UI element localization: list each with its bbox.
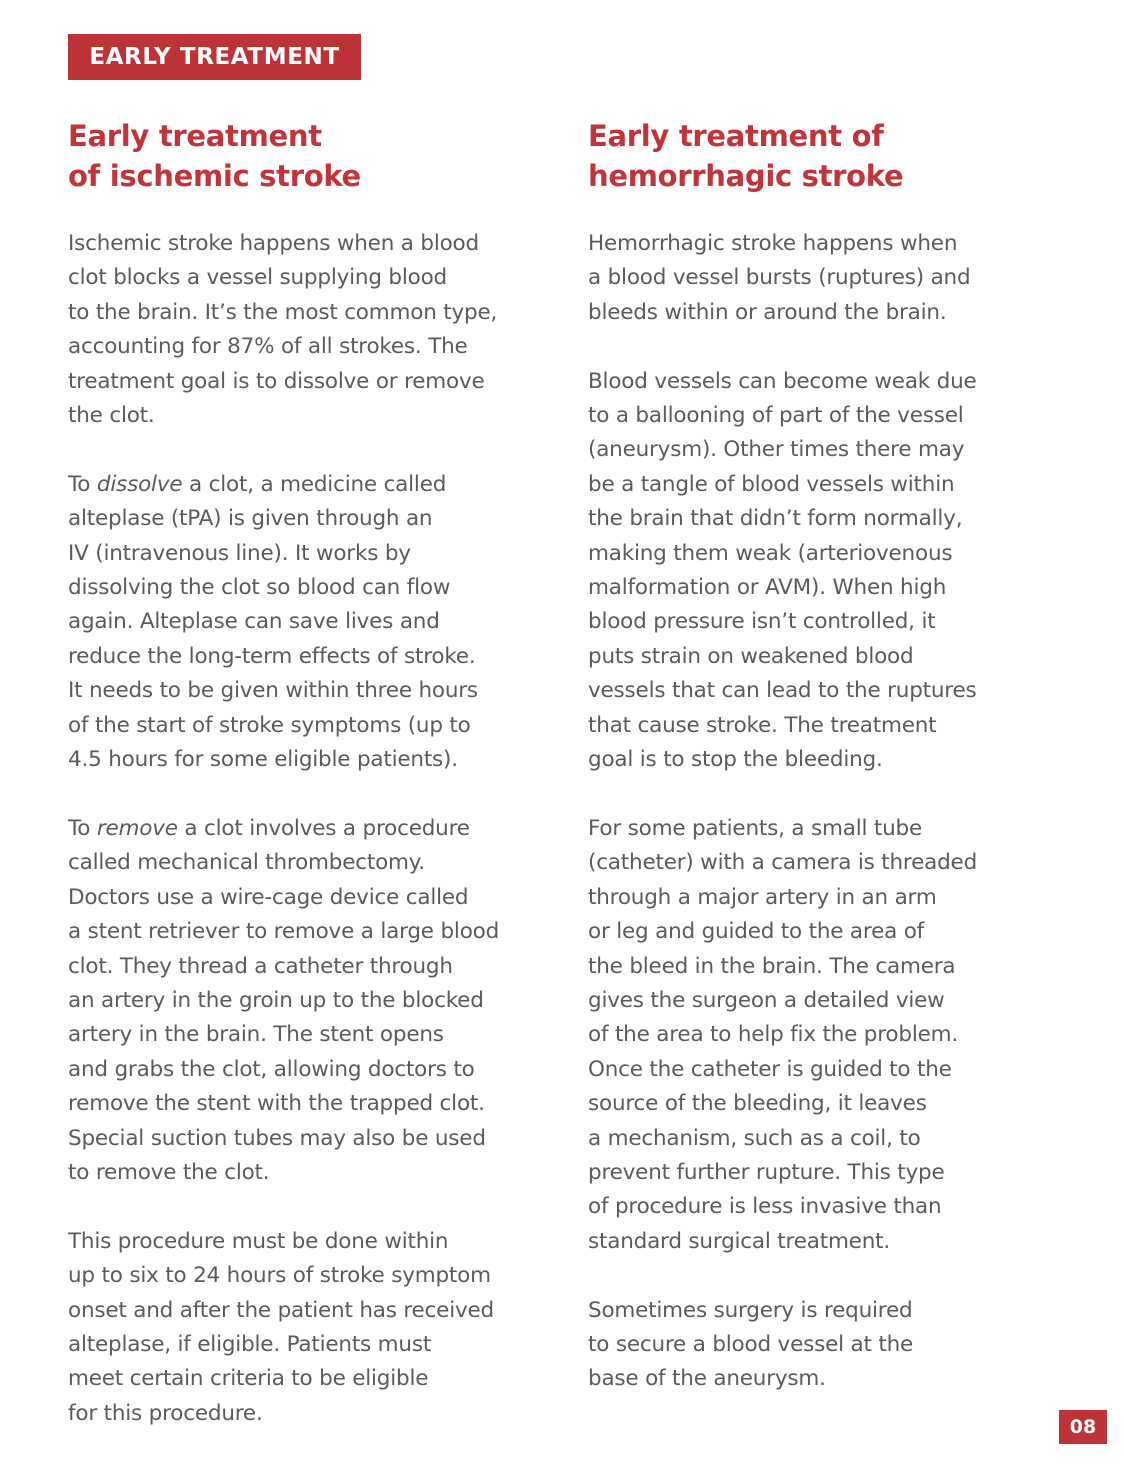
text-line: 4.5 hours for some eligible patients). — [68, 747, 458, 773]
paragraph-hemorrhagic-intro — [588, 227, 1058, 330]
text-line: artery in the brain. The stent opens — [68, 1022, 444, 1048]
text-line: the brain that didn’t form normally, — [588, 506, 963, 532]
paragraph-surgery — [588, 1294, 1058, 1397]
text-line: reduce the long-term effects of stroke. — [68, 643, 476, 669]
text-line: of the start of stroke symptoms (up to — [68, 712, 471, 738]
text-line: meet certain criteria to be eligible — [68, 1366, 429, 1392]
paragraph-catheter — [588, 812, 1058, 1259]
text-line: For some patients, a small tube — [588, 815, 923, 841]
text-line: an artery in the groin up to the blocked — [68, 987, 484, 1013]
text-line: or leg and guided to the area of — [588, 919, 925, 945]
emphasis-dissolve: dissolve — [96, 471, 183, 497]
text-line: for this procedure. — [68, 1400, 263, 1426]
text-line: of the area to help fix the problem. — [588, 1022, 958, 1048]
text-line: vessels that can lead to the ruptures — [588, 678, 977, 704]
text-line: This procedure must be done within — [68, 1228, 449, 1254]
text-line: alteplase, if eligible. Patients must — [68, 1331, 432, 1357]
text-line: standard surgical treatment. — [588, 1228, 891, 1254]
column-hemorrhagic — [588, 116, 1058, 1431]
text-line: the clot. — [68, 403, 155, 429]
section-tag: EARLY TREATMENT — [68, 34, 361, 80]
text-line: IV (intravenous line). It works by — [68, 540, 411, 566]
heading-line: hemorrhagic stroke — [588, 159, 904, 193]
text-line: accounting for 87% of all strokes. The — [68, 334, 468, 360]
paragraph-weak-vessels — [588, 365, 1058, 778]
text-line: goal is to stop the bleeding. — [588, 747, 883, 773]
column-ischemic — [68, 116, 568, 1466]
text-line: making them weak (arteriovenous — [588, 540, 953, 566]
text-run: To — [68, 815, 97, 841]
text-line: the bleed in the brain. The camera — [588, 953, 956, 979]
heading-hemorrhagic — [588, 116, 1058, 196]
text-line: treatment goal is to dissolve or remove — [68, 368, 485, 394]
paragraph-remove — [68, 812, 568, 1190]
text-line: to a ballooning of part of the vessel — [588, 403, 964, 429]
text-line: Special suction tubes may also be used — [68, 1125, 486, 1151]
text-line: blood pressure isn’t controlled, it — [588, 609, 936, 635]
text-line: clot blocks a vessel supplying blood — [68, 265, 447, 291]
text-line: (aneurysm). Other times there may — [588, 437, 965, 463]
text-line: up to six to 24 hours of stroke symptom — [68, 1263, 491, 1289]
text-line: Doctors use a wire-cage device called — [68, 884, 469, 910]
text-line: onset and after the patient has received — [68, 1297, 494, 1323]
text-line: gives the surgeon a detailed view — [588, 987, 945, 1013]
text-line: Hemorrhagic stroke happens when — [588, 231, 958, 256]
text-line: dissolving the clot so blood can flow — [68, 575, 451, 601]
paragraph-procedure-timing — [68, 1225, 568, 1431]
text-line: to secure a blood vessel at the — [588, 1331, 914, 1357]
text-line: puts strain on weakened blood — [588, 643, 914, 669]
text-line: prevent further rupture. This type — [588, 1159, 945, 1185]
text-line: a mechanism, such as a coil, to — [588, 1125, 921, 1151]
text-line: that cause stroke. The treatment — [588, 712, 937, 738]
text-line: Blood vessels can become weak due — [588, 368, 977, 394]
page-number: 08 — [1059, 1410, 1107, 1444]
text-line: malformation or AVM). When high — [588, 575, 947, 601]
text-run: To — [68, 471, 97, 497]
heading-line: Early treatment of — [588, 119, 884, 153]
text-line: to the brain. It’s the most common type, — [68, 299, 498, 325]
text-line: called mechanical thrombectomy. — [68, 850, 425, 876]
text-line: It needs to be given within three hours — [68, 678, 478, 704]
text-line: and grabs the clot, allowing doctors to — [68, 1056, 475, 1082]
text-line: be a tangle of blood vessels within — [588, 471, 955, 497]
paragraph-ischemic-intro — [68, 227, 568, 433]
paragraph-dissolve — [68, 468, 568, 778]
text-line: remove the stent with the trapped clot. — [68, 1091, 485, 1117]
text-line — [68, 468, 568, 502]
text-run: a clot involves a procedure — [177, 815, 470, 841]
text-line: again. Alteplase can save lives and — [68, 609, 440, 635]
text-line — [68, 812, 568, 846]
text-line: Sometimes surgery is required — [588, 1297, 913, 1323]
text-line: base of the aneurysm. — [588, 1366, 826, 1392]
text-line: a blood vessel bursts (ruptures) and — [588, 265, 971, 291]
text-line: a stent retriever to remove a large blood — [68, 919, 500, 945]
text-line: Ischemic stroke happens when a blood — [68, 231, 479, 256]
heading-line: Early treatment — [68, 119, 322, 153]
text-line: of procedure is less invasive than — [588, 1194, 942, 1220]
emphasis-remove: remove — [96, 815, 178, 841]
text-line: through a major artery in an arm — [588, 884, 937, 910]
heading-ischemic — [68, 116, 568, 196]
text-line: alteplase (tPA) is given through an — [68, 506, 433, 532]
heading-line: of ischemic stroke — [68, 159, 361, 193]
text-line: Once the catheter is guided to the — [588, 1056, 952, 1082]
text-line: (catheter) with a camera is threaded — [588, 850, 978, 876]
text-line: to remove the clot. — [68, 1159, 270, 1185]
text-line: clot. They thread a catheter through — [68, 953, 453, 979]
text-run: a clot, a medicine called — [182, 471, 447, 497]
text-line: source of the bleeding, it leaves — [588, 1091, 927, 1117]
text-line: bleeds within or around the brain. — [588, 299, 947, 325]
